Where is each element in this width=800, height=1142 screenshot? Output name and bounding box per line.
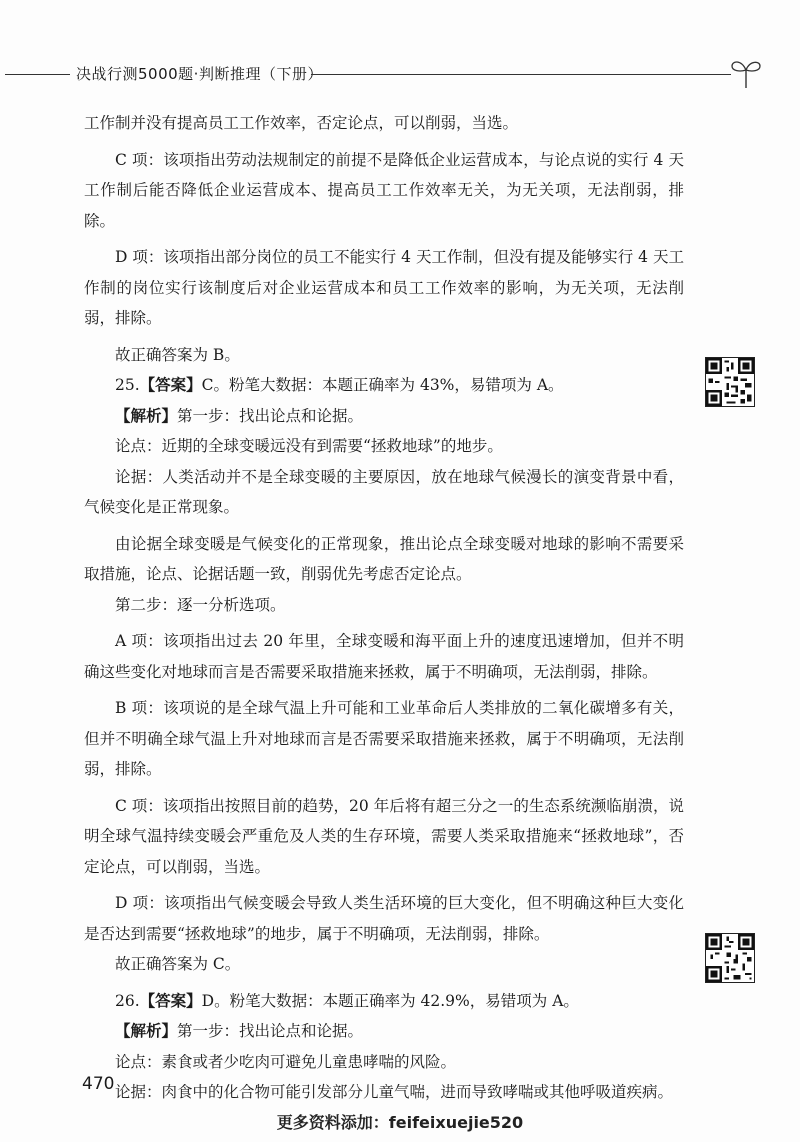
answer-text: D。粉笔大数据：本题正确率为 42.9%，易错项为 A。 — [201, 991, 579, 1010]
paragraph: 论据：肉食中的化合物可能引发部分儿童气喘，进而导致哮喘或其他呼吸道疾病。 — [115, 1083, 674, 1101]
paragraph: 故正确答案为 C。 — [115, 955, 241, 973]
answer-line-26 — [84, 986, 684, 1017]
paragraph: D 项：该项指出部分岗位的员工不能实行 4 天工作制，但没有提及能够实行 4 天工作制的岗位实行该制度后对企业运营成本和员工工作效率的影响，为无关项，无法削弱，排除。 — [84, 248, 684, 327]
running-header — [0, 55, 800, 95]
analysis-line — [84, 1016, 684, 1047]
paragraph: 故正确答案为 B。 — [115, 345, 240, 364]
paragraph: 工作制并没有提高员工工作效率，否定论点，可以削弱，当选。 — [84, 114, 519, 132]
paragraph: 论点：素食或者少吃肉可避免儿童患哮喘的风险。 — [115, 1052, 457, 1071]
paragraph: 第二步：逐一分析选项。 — [115, 595, 286, 614]
page-body — [84, 108, 684, 1108]
header-rule-right — [311, 74, 731, 75]
answer-line-25 — [84, 370, 684, 401]
qr-code-icon[interactable] — [705, 357, 755, 407]
analysis-tag: 【解析】 — [115, 406, 178, 425]
answer-text: C。粉笔大数据：本题正确率为 43%，易错项为 A。 — [201, 376, 564, 394]
paragraph: B 项：该项说的是全球气温上升可能和工业革命后人类排放的二氧化碳增多有关，但并不明确全球气温上升对地球而言是否需要采取措施来拯救，属于不明确项，无法削弱，排除。 — [84, 699, 684, 778]
analysis-line — [84, 401, 684, 432]
answer-tag: 【答案】 — [139, 991, 202, 1010]
paragraph: C 项：该项指出按照目前的趋势，20 年后将有超三分之一的生态系统濒临崩溃，说明全球气温持续变暖会严重危及人类的生存环境，需要人类采取措施来“拯救地球”，否定论点，可以削弱，当选。 — [84, 796, 684, 876]
page-number: 470 — [82, 1074, 115, 1094]
question-number: 26. — [115, 991, 140, 1010]
paragraph: 由论据全球变暖是气候变化的正常现象，推出论点全球变暖对地球的影响不需要采取措施，论点、论据话题一致，削弱优先考虑否定论点。 — [84, 534, 684, 583]
paragraph: 论点：近期的全球变暖远没有到需要“拯救地球”的地步。 — [115, 437, 503, 455]
analysis-text: 第一步：找出论点和论据。 — [177, 406, 364, 425]
header-rule-left — [5, 74, 70, 75]
paragraph: C 项：该项指出劳动法规制定的前提不是降低企业运营成本，与论点说的实行 4 天工作制后能否降低企业运营成本、提高员工工作效率无关，为无关项，无法削弱，排除。 — [84, 150, 684, 230]
footer-note: 更多资料添加：feifeixuejie520 — [276, 1113, 524, 1132]
analysis-tag: 【解析】 — [115, 1022, 178, 1040]
qr-code-icon[interactable] — [705, 933, 755, 983]
sprout-icon — [728, 55, 764, 89]
question-number: 25. — [115, 376, 140, 394]
paragraph: A 项：该项指出过去 20 年里，全球变暖和海平面上升的速度迅速增加，但并不明确这些变化对地球而言是否需要采取措施来拯救，属于不明确项，无法削弱，排除。 — [84, 632, 684, 681]
answer-tag: 【答案】 — [139, 376, 202, 394]
paragraph: 论据：人类活动并不是全球变暖的主要原因，放在地球气候漫长的演变背景中看，气候变化是正常现象。 — [84, 467, 684, 516]
analysis-text: 第一步：找出论点和论据。 — [177, 1022, 364, 1040]
book-title: 决战行测5000题·判断推理（下册） — [76, 65, 323, 83]
paragraph: D 项：该项指出气候变暖会导致人类生活环境的巨大变化，但不明确这种巨大变化是否达到需要“拯救地球”的地步，属于不明确项，无法削弱，排除。 — [84, 894, 684, 943]
